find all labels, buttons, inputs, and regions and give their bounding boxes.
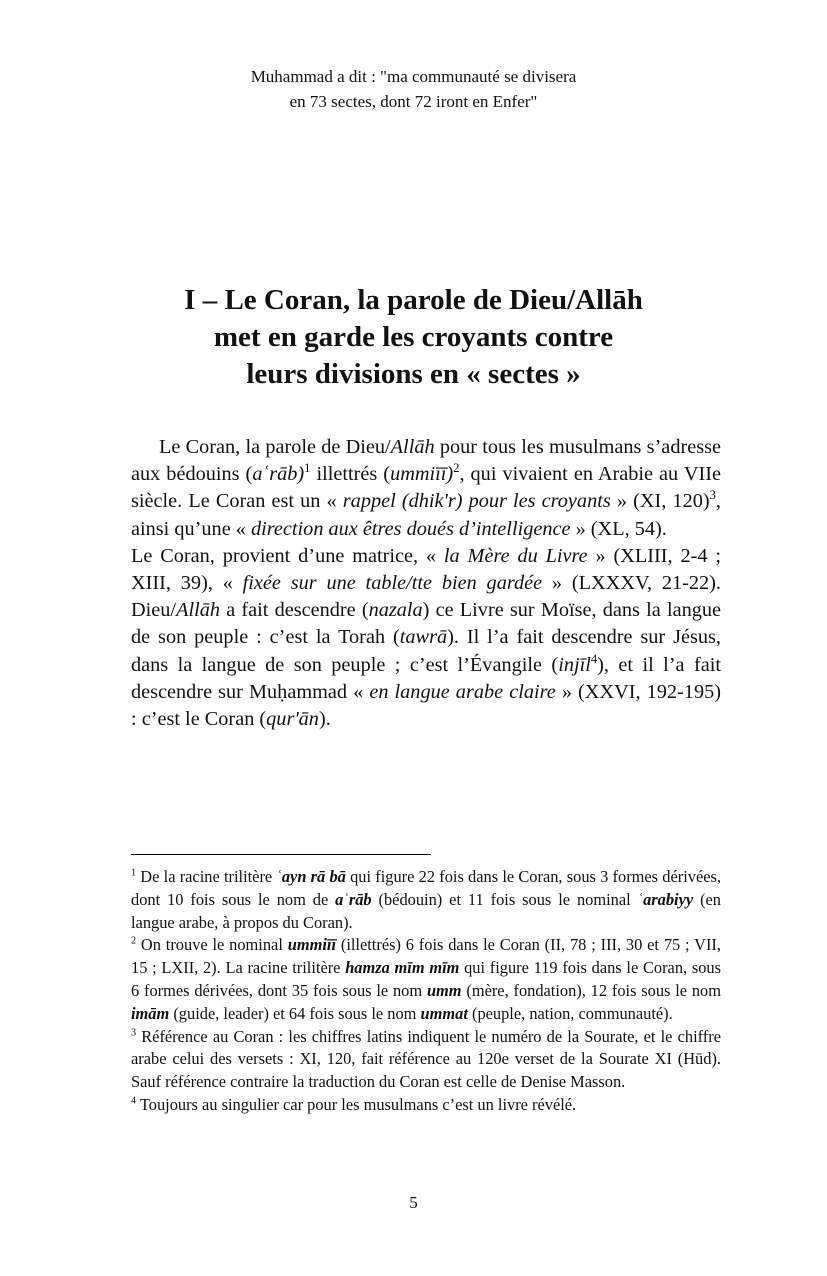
paragraph-1: [131, 434, 721, 543]
italic-run: ummiīī: [287, 935, 337, 955]
text-run: illettrés (: [310, 463, 391, 486]
header-line-2: en 73 sectes, dont 72 iront en Enfer": [289, 92, 538, 111]
text-run: (en langue arabe, à propos du Coran).: [131, 889, 721, 932]
italic-run: injīl: [558, 653, 591, 676]
footnotes: [131, 866, 721, 1117]
text-run: (guide, leader) et 64 fois sous le nom: [169, 1003, 421, 1023]
footnote-ref-1[interactable]: 1: [304, 461, 311, 476]
italic-run: Allāh: [390, 436, 435, 458]
paragraph-2: [131, 543, 721, 733]
italic-run: ʿayn rā bā: [276, 867, 346, 886]
page-number: 5: [409, 1193, 418, 1212]
italic-run: hamza mīm mīm: [345, 958, 460, 978]
footnote-divider: [131, 854, 431, 855]
chapter-title: [0, 282, 827, 393]
text-run: a fait descendre (: [220, 599, 369, 622]
italic-run: umm: [426, 980, 462, 1000]
italic-run: ummat: [420, 1003, 468, 1023]
footnote-ref-3[interactable]: 3: [709, 488, 716, 503]
italic-run: nazala: [368, 599, 423, 622]
footnote-4: [131, 1094, 721, 1117]
text-run: (peuple, nation, communauté).: [467, 1003, 673, 1023]
footnote-number: 3: [131, 1027, 137, 1039]
title-line-3: leurs divisions en « sectes »: [246, 358, 581, 390]
italic-run: ummiīī): [390, 463, 454, 486]
text-run: , qui vivaient en Arabie au VIIe siècle. Le Coran est un «: [131, 463, 722, 513]
footnote-number: 2: [131, 935, 137, 947]
italic-run: direction aux êtres doués d’intelligence: [250, 517, 571, 540]
italic-run: ʿarabiyy: [637, 889, 694, 909]
text-run: » (XXVI, 192-195) : c’est le Coran (: [131, 680, 721, 731]
italic-run: en langue arabe claire: [369, 680, 556, 703]
italic-run: rappel (dhik'r) pour les croyants: [342, 490, 611, 513]
footnote-ref-2[interactable]: 2: [453, 461, 460, 476]
text-run: Référence au Coran : les chiffres latins indiquent le numéro de la Sourate, et le chiffre arabe celui des versets : XI, 120, fait référence au 120e verset de la Sourate XI (Hūd). Sauf référence contraire la traduction du Coran est celle de Denise Masson.: [131, 1026, 721, 1092]
text-run: (mère, fondation), 12 fois sous le nom: [461, 980, 722, 1000]
italic-run: la Mère du Livre: [443, 544, 588, 567]
text-run: qui figure 119 fois dans le Coran, sous 6 formes dérivées, dont 35 fois sous le nom: [131, 958, 721, 1000]
text-run: ).: [318, 708, 331, 731]
text-run: ) ce Livre sur Moïse, dans la langue de son peuple : c’est la Torah (: [131, 599, 721, 649]
text-run: De la racine trilitère: [136, 867, 277, 886]
text-run: » (XL, 54).: [570, 517, 667, 540]
text-run: (illettrés) 6 fois dans le Coran (II, 78 ; III, 30 et 75 ; VII, 15 ; LXII, 2). La racine trilitère: [131, 935, 721, 978]
footnote-number: 4: [131, 1095, 137, 1107]
text-run: ), et il l’a fait descendre sur Muḥammad «: [131, 653, 721, 703]
italic-run: tawrā: [399, 626, 448, 649]
italic-run: aʿrāb): [252, 463, 305, 486]
body-text: [131, 434, 721, 733]
text-run: Le Coran, provient d’une matrice, «: [131, 544, 444, 567]
text-run: qui figure 22 fois dans le Coran, sous 3 formes dérivées, dont 10 fois sous le nom de: [131, 867, 721, 909]
text-run: » (LXXXV, 21-22). Dieu/: [131, 572, 722, 622]
header-line-1: Muhammad a dit : "ma communauté se divisera: [250, 67, 577, 86]
italic-run: fixée sur une table/tte bien gardée: [242, 572, 543, 595]
footnote-3: [131, 1026, 721, 1094]
italic-run: aʿrāb: [335, 889, 372, 909]
text-run: , ainsi qu’une «: [131, 490, 721, 540]
title-line-2: met en garde les croyants contre: [213, 321, 614, 353]
italic-run: imām: [131, 1003, 170, 1023]
italic-run: qur'ān: [266, 708, 319, 731]
footnote-2: [131, 934, 721, 1025]
text-run: » (XI, 120): [610, 490, 710, 513]
footnote-number: 1: [131, 867, 137, 879]
running-header: [0, 64, 827, 114]
text-run: On trouve le nominal: [136, 935, 288, 955]
footnote-ref-4[interactable]: 4: [590, 651, 598, 666]
text-run: pour tous les musulmans s’adresse aux bédouins (: [131, 436, 721, 486]
text-run: ). Il l’a fait descendre sur Jésus, dans la langue de son peuple ; c’est l’Évangile (: [131, 626, 721, 676]
footnote-1: [131, 866, 721, 934]
text-run: (bédouin) et 11 fois sous le nominal: [371, 889, 638, 909]
title-line-1: I – Le Coran, la parole de Dieu/Allāh: [184, 284, 643, 316]
text-run: » (XLIII, 2-4 ; XIII, 39), «: [131, 544, 721, 595]
text-run: Le Coran, la parole de Dieu/: [159, 436, 391, 458]
italic-run: Allāh: [176, 599, 221, 622]
text-run: Toujours au singulier car pour les musulmans c’est un livre révélé.: [136, 1094, 577, 1114]
